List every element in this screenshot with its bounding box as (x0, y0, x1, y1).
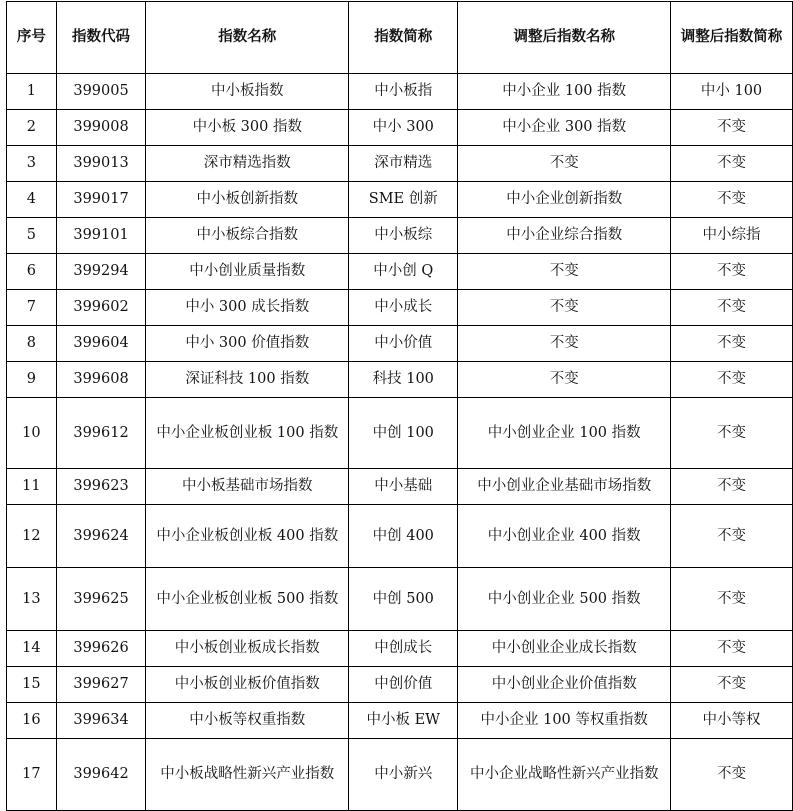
cell-code: 399005 (56, 74, 146, 110)
cell-seq: 9 (7, 362, 57, 398)
cell-code: 399101 (56, 218, 146, 254)
cell-new-name: 不变 (458, 254, 671, 290)
cell-code: 399623 (56, 469, 146, 505)
table-row (7, 290, 793, 326)
table-row (7, 362, 793, 398)
cell-new-short-name: 不变 (671, 254, 793, 290)
cell-code: 399604 (56, 326, 146, 362)
table-row (7, 505, 793, 568)
cell-seq: 3 (7, 146, 57, 182)
cell-new-short-name: 不变 (671, 469, 793, 505)
cell-new-name: 中小企业综合指数 (458, 218, 671, 254)
cell-name: 中小企业板创业板 100 指数 (146, 398, 349, 469)
cell-new-short-name: 不变 (671, 146, 793, 182)
cell-new-name: 中小企业战略性新兴产业指数 (458, 739, 671, 811)
cell-code: 399625 (56, 568, 146, 631)
cell-short-name: 深市精选 (349, 146, 458, 182)
cell-name: 中小板战略性新兴产业指数 (146, 739, 349, 811)
cell-short-name: 中小创 Q (349, 254, 458, 290)
cell-name: 中小板创业板价值指数 (146, 667, 349, 703)
cell-new-short-name: 不变 (671, 667, 793, 703)
cell-new-name: 中小创业企业 400 指数 (458, 505, 671, 568)
cell-new-short-name: 不变 (671, 631, 793, 667)
cell-new-name: 不变 (458, 290, 671, 326)
table-row (7, 631, 793, 667)
cell-new-name: 中小创业企业基础市场指数 (458, 469, 671, 505)
header-row (7, 2, 793, 74)
cell-code: 399624 (56, 505, 146, 568)
table-row (7, 254, 793, 290)
cell-new-short-name: 不变 (671, 326, 793, 362)
cell-new-short-name: 不变 (671, 739, 793, 811)
cell-new-name: 中小创业企业价值指数 (458, 667, 671, 703)
cell-seq: 7 (7, 290, 57, 326)
cell-new-short-name: 中小综指 (671, 218, 793, 254)
index-adjustment-table (6, 1, 793, 811)
cell-code: 399017 (56, 182, 146, 218)
cell-short-name: 中小基础 (349, 469, 458, 505)
cell-short-name: 中小板 EW (349, 703, 458, 739)
cell-short-name: 中创成长 (349, 631, 458, 667)
cell-short-name: 中小新兴 (349, 739, 458, 811)
header-name: 指数名称 (146, 2, 349, 74)
cell-new-short-name: 不变 (671, 568, 793, 631)
table-row (7, 326, 793, 362)
cell-code: 399013 (56, 146, 146, 182)
cell-new-name: 中小企业创新指数 (458, 182, 671, 218)
table-row (7, 182, 793, 218)
cell-short-name: 中创 100 (349, 398, 458, 469)
cell-new-name: 不变 (458, 362, 671, 398)
cell-short-name: 科技 100 (349, 362, 458, 398)
header-new-short-name: 调整后指数简称 (671, 2, 793, 74)
cell-name: 中小板等权重指数 (146, 703, 349, 739)
cell-new-name: 不变 (458, 326, 671, 362)
cell-new-short-name: 不变 (671, 290, 793, 326)
header-code: 指数代码 (56, 2, 146, 74)
cell-short-name: 中小 300 (349, 110, 458, 146)
cell-new-short-name: 不变 (671, 362, 793, 398)
cell-name: 中小企业板创业板 400 指数 (146, 505, 349, 568)
cell-new-name: 中小创业企业 500 指数 (458, 568, 671, 631)
cell-seq: 1 (7, 74, 57, 110)
table-row (7, 110, 793, 146)
header-new-name: 调整后指数名称 (458, 2, 671, 74)
cell-seq: 10 (7, 398, 57, 469)
cell-short-name: 中小板指 (349, 74, 458, 110)
cell-new-short-name: 中小 100 (671, 74, 793, 110)
cell-code: 399602 (56, 290, 146, 326)
cell-new-short-name: 不变 (671, 505, 793, 568)
cell-seq: 17 (7, 739, 57, 811)
table-row (7, 568, 793, 631)
table-row (7, 469, 793, 505)
cell-short-name: 中小成长 (349, 290, 458, 326)
cell-code: 399612 (56, 398, 146, 469)
cell-seq: 13 (7, 568, 57, 631)
cell-name: 中小板 300 指数 (146, 110, 349, 146)
cell-seq: 6 (7, 254, 57, 290)
cell-short-name: 中小板综 (349, 218, 458, 254)
cell-new-name: 中小企业 100 等权重指数 (458, 703, 671, 739)
table-row (7, 218, 793, 254)
cell-new-name: 中小企业 300 指数 (458, 110, 671, 146)
cell-name: 中小板创业板成长指数 (146, 631, 349, 667)
cell-code: 399008 (56, 110, 146, 146)
cell-short-name: 中小价值 (349, 326, 458, 362)
cell-name: 中小 300 价值指数 (146, 326, 349, 362)
cell-name: 深市精选指数 (146, 146, 349, 182)
table-row (7, 667, 793, 703)
table-row (7, 398, 793, 469)
table-row (7, 74, 793, 110)
table-row (7, 703, 793, 739)
cell-short-name: 中创价值 (349, 667, 458, 703)
cell-code: 399626 (56, 631, 146, 667)
cell-short-name: SME 创新 (349, 182, 458, 218)
cell-new-short-name: 不变 (671, 110, 793, 146)
cell-seq: 2 (7, 110, 57, 146)
cell-new-short-name: 不变 (671, 182, 793, 218)
cell-name: 中小板指数 (146, 74, 349, 110)
cell-seq: 14 (7, 631, 57, 667)
cell-short-name: 中创 500 (349, 568, 458, 631)
cell-seq: 16 (7, 703, 57, 739)
cell-name: 中小板综合指数 (146, 218, 349, 254)
cell-code: 399642 (56, 739, 146, 811)
cell-code: 399634 (56, 703, 146, 739)
cell-code: 399294 (56, 254, 146, 290)
table-row (7, 146, 793, 182)
cell-name: 中小板创新指数 (146, 182, 349, 218)
header-short-name: 指数简称 (349, 2, 458, 74)
cell-new-name: 中小企业 100 指数 (458, 74, 671, 110)
cell-new-name: 不变 (458, 146, 671, 182)
cell-name: 中小创业质量指数 (146, 254, 349, 290)
header-seq: 序号 (7, 2, 57, 74)
cell-new-short-name: 不变 (671, 398, 793, 469)
cell-seq: 5 (7, 218, 57, 254)
cell-short-name: 中创 400 (349, 505, 458, 568)
cell-new-name: 中小创业企业 100 指数 (458, 398, 671, 469)
table-row (7, 739, 793, 811)
cell-code: 399608 (56, 362, 146, 398)
cell-code: 399627 (56, 667, 146, 703)
cell-seq: 12 (7, 505, 57, 568)
cell-new-short-name: 中小等权 (671, 703, 793, 739)
cell-name: 中小 300 成长指数 (146, 290, 349, 326)
cell-seq: 8 (7, 326, 57, 362)
cell-seq: 4 (7, 182, 57, 218)
cell-new-name: 中小创业企业成长指数 (458, 631, 671, 667)
cell-name: 中小企业板创业板 500 指数 (146, 568, 349, 631)
cell-seq: 11 (7, 469, 57, 505)
cell-name: 深证科技 100 指数 (146, 362, 349, 398)
cell-name: 中小板基础市场指数 (146, 469, 349, 505)
cell-seq: 15 (7, 667, 57, 703)
